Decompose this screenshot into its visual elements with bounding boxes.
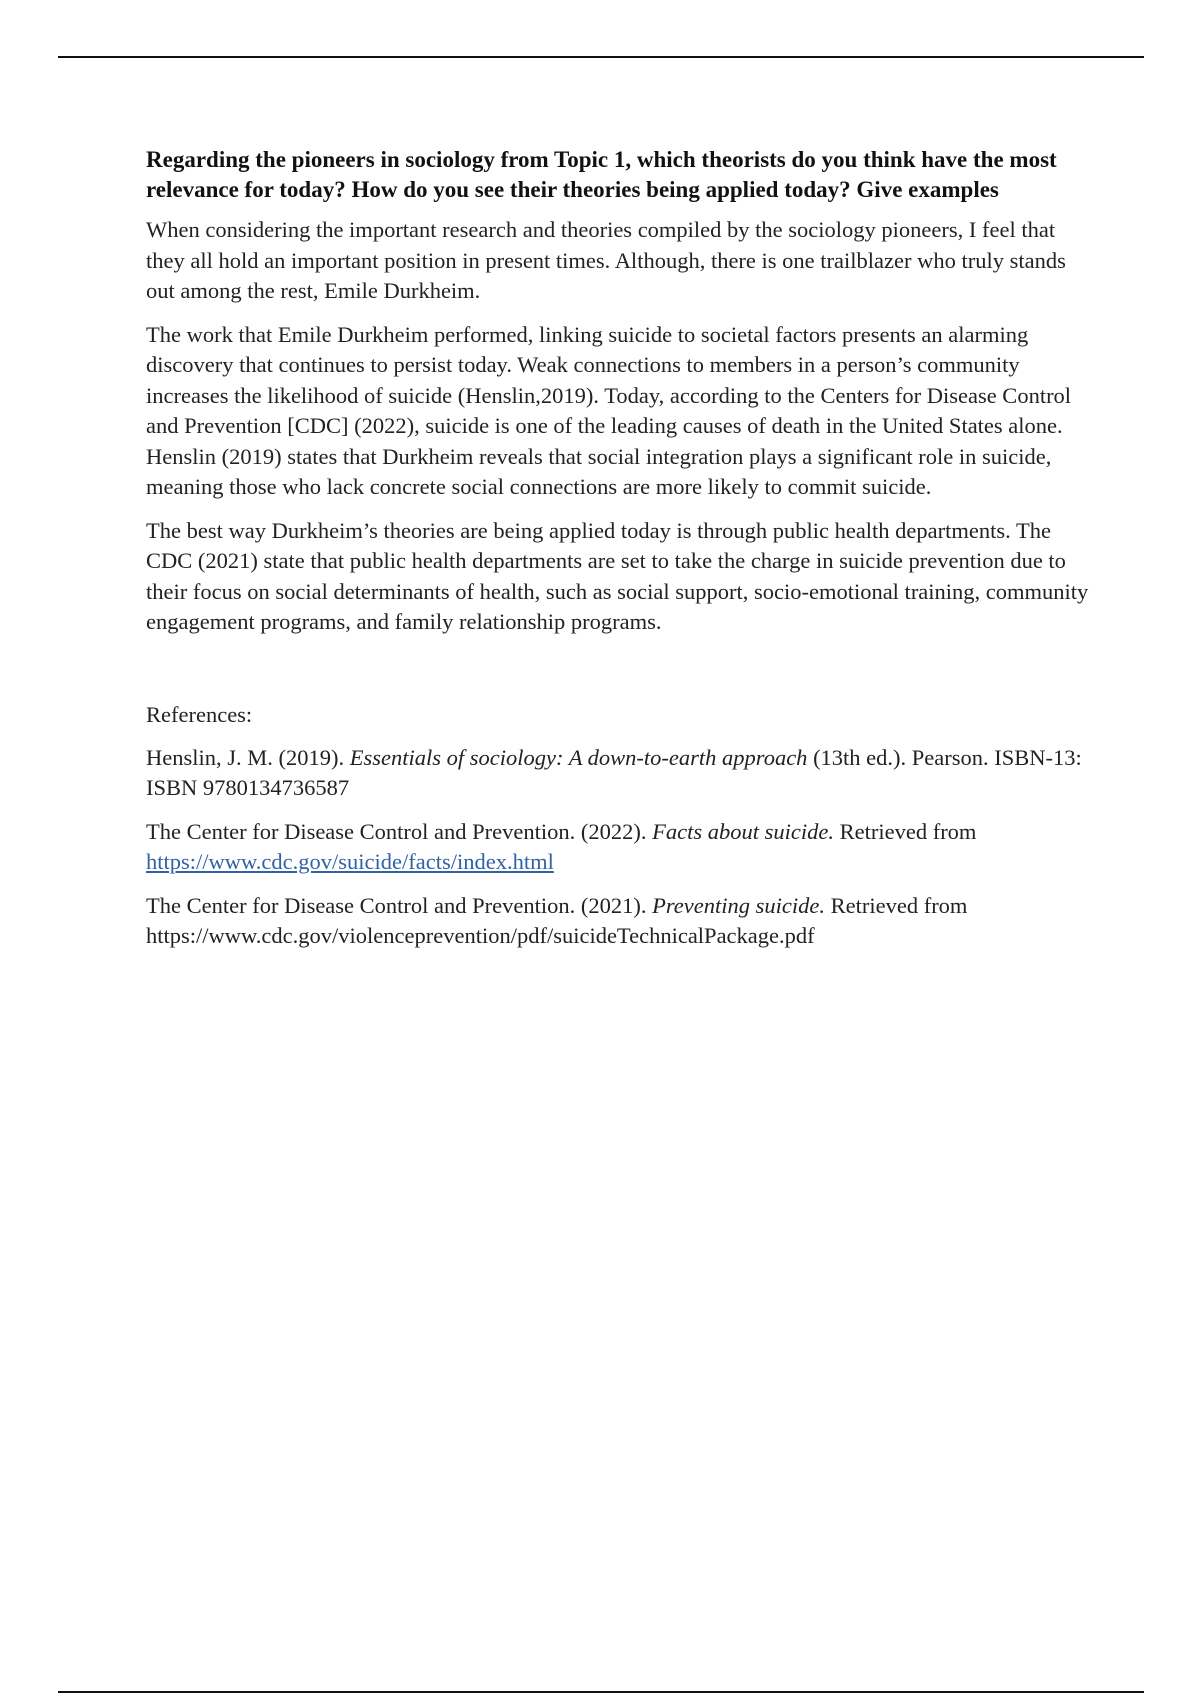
paragraph-intro: When considering the important research and theories compiled by the sociology pioneers, I feel that they all hold an important position in present times. Although, there is one trailblazer who truly stands out among the rest, Emile Durkheim. [146, 217, 1066, 303]
reference-after: (13th ed.). Pearson. ISBN-13: ISBN 9780134736587 [146, 744, 1082, 800]
reference-title: Preventing suicide. [652, 892, 825, 918]
paragraph-durkheim-suicide: The work that Emile Durkheim performed, linking suicide to societal factors presents an alarming discovery that continues to persist today. Weak connections to members in a person’s community increases the likelihood of suicide (Henslin,2019). Today, according to the Centers for Disease Control and Prevention [CDC] (2022), suicide is one of the leading causes of death in the United States alone. Henslin (2019) states that Durkheim reveals that social integration plays a significant role in suicide, meaning those who lack concrete social connections are more likely to commit suicide. [146, 321, 1072, 499]
reference-item [146, 891, 1091, 952]
reference-item [146, 743, 1091, 804]
reference-before: The Center for Disease Control and Prevention. (2021). [146, 892, 653, 918]
bottom-rule [58, 1691, 1144, 1693]
references-heading: References: [146, 701, 253, 727]
paragraph-application: The best way Durkheim’s theories are being applied today is through public health departments. The CDC (2021) state that public health departments are set to take the charge in suicide prevention due to their focus on social determinants of health, such as social support, socio-emotional training, community engagement programs, and family relationship programs. [146, 517, 1089, 634]
top-rule [58, 56, 1144, 58]
reference-before: The Center for Disease Control and Prevention. (2022). [146, 818, 653, 844]
document-body [146, 145, 1091, 965]
reference-link[interactable]: https://www.cdc.gov/suicide/facts/index.html [146, 849, 554, 874]
reference-after: Retrieved from https://www.cdc.gov/violenceprevention/pdf/suicideTechnicalPackage.pdf [146, 892, 968, 948]
reference-title: Facts about suicide. [652, 818, 834, 844]
reference-after: Retrieved from [833, 818, 977, 844]
question-heading: Regarding the pioneers in sociology from Topic 1, which theorists do you think have the most relevance for today? How do you see their theories being applied today? Give examples [146, 147, 1057, 202]
reference-before: Henslin, J. M. (2019). [146, 744, 350, 770]
reference-item [146, 817, 1091, 878]
reference-title: Essentials of sociology: A down-to-earth approach [349, 744, 808, 770]
